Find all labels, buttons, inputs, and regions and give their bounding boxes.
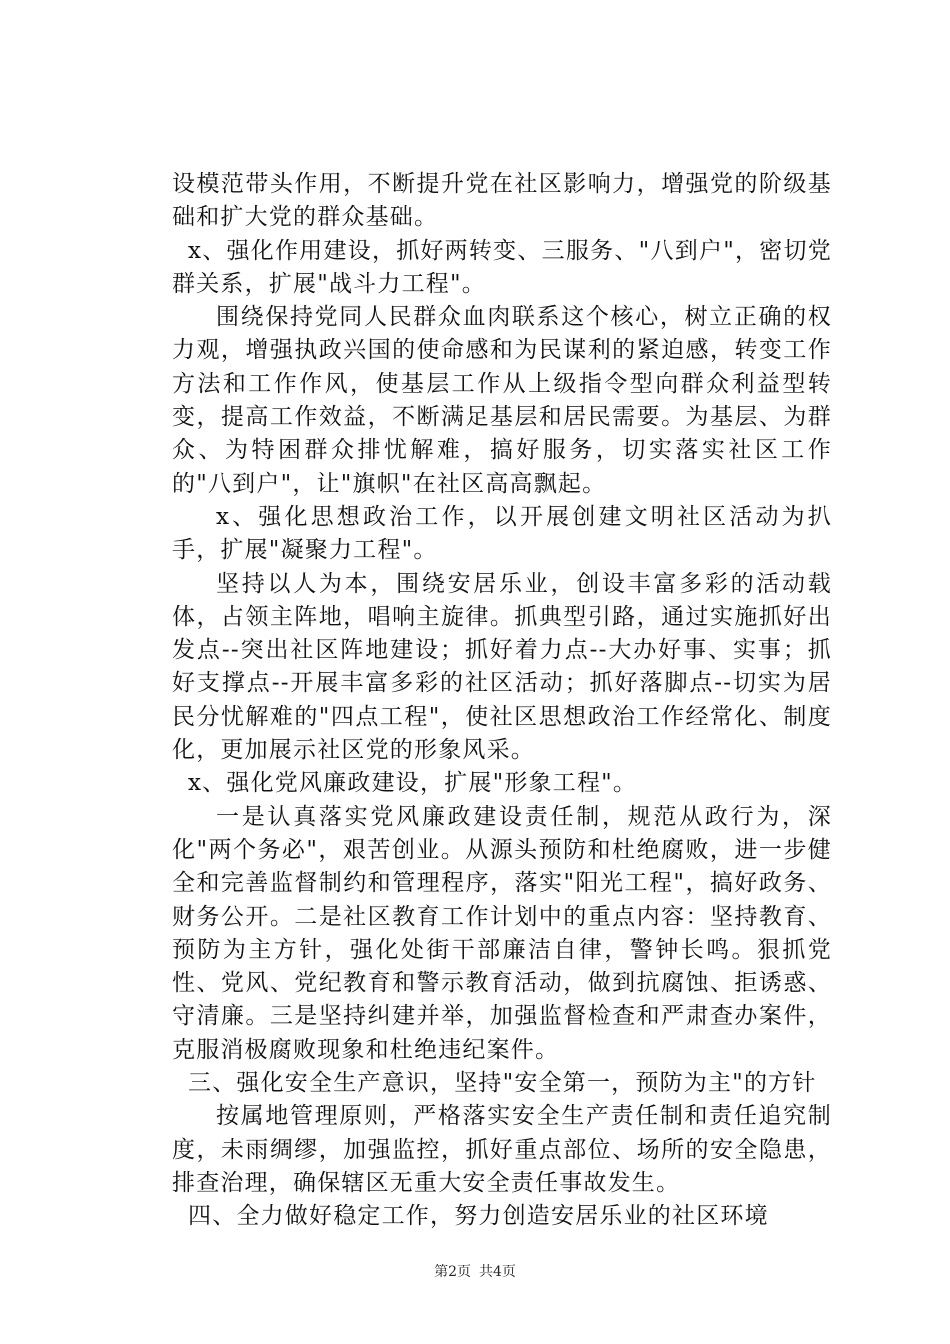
page-footer [0, 1261, 950, 1281]
page-total: 共4页 [479, 1264, 516, 1280]
page-number: 第2页 [434, 1264, 471, 1280]
paragraph: 一是认真落实党风廉政建设责任制，规范从政行为，深化"两个务必"，艰苦创业。从源头预防和杜绝腐败，进一步健全和完善监督制约和管理程序，落实"阳光工程"，搞好政务、财务公开。二是社区教育工作计划中的重点内容：坚持教育、预防为主方针，强化处街干部廉洁自律，警钟长鸣。狠抓党性、党风、党纪教育和警示教育活动，做到抗腐蚀、拒诱惑、守清廉。三是坚持纠建并举，加强监督检查和严肃查办案件，克服消极腐败现象和杜绝违纪案件。 [172, 803, 832, 1063]
paragraph: 坚持以人为本，围绕安居乐业，创设丰富多彩的活动载体，占领主阵地，唱响主旋律。抓典型引路，通过实施抓好出发点--突出社区阵地建设；抓好着力点--大办好事、实事；抓好支撑点--开展丰富多彩的社区活动；抓好落脚点--切实为居民分忧解难的"四点工程"，使社区思想政治工作经常化、制度化，更加展示社区党的形象风采。 [172, 570, 832, 764]
paragraph-heading: x、强化党风廉政建设，扩展"形象工程"。 [188, 770, 638, 797]
paragraph: 围绕保持党同人民群众血肉联系这个核心，树立正确的权力观，增强执政兴国的使命感和为民谋利的紧迫感，转变工作方法和工作作风，使基层工作从上级指令型向群众利益型转变，提高工作效益，不断满足基层和居民需要。为基层、为群众、为特困群众排忧解难，搞好服务，切实落实社区工作的"八到户"，让"旗帜"在社区高高飘起。 [172, 304, 832, 497]
paragraph: 按属地管理原则，严格落实安全生产责任制和责任追究制度，未雨绸缪，加强监控，抓好重点部位、场所的安全隐患，排查治理，确保辖区无重大安全责任事故发生。 [172, 1103, 832, 1196]
section-heading: 四、全力做好稳定工作，努力创造安居乐业的社区环境 [188, 1203, 769, 1230]
document-body [172, 168, 832, 1234]
paragraph-heading: x、强化思想政治工作，以开展创建文明社区活动为扒手，扩展"凝聚力工程"。 [172, 503, 832, 564]
section-heading: 三、强化安全生产意识，坚持"安全第一，预防为主"的方针 [188, 1070, 817, 1097]
paragraph-heading: x、强化作用建设，抓好两转变、三服务、"八到户"，密切党群关系，扩展"战斗力工程"。 [172, 237, 832, 297]
paragraph: 设模范带头作用，不断提升党在社区影响力，增强党的阶级基础和扩大党的群众基础。 [172, 171, 832, 231]
